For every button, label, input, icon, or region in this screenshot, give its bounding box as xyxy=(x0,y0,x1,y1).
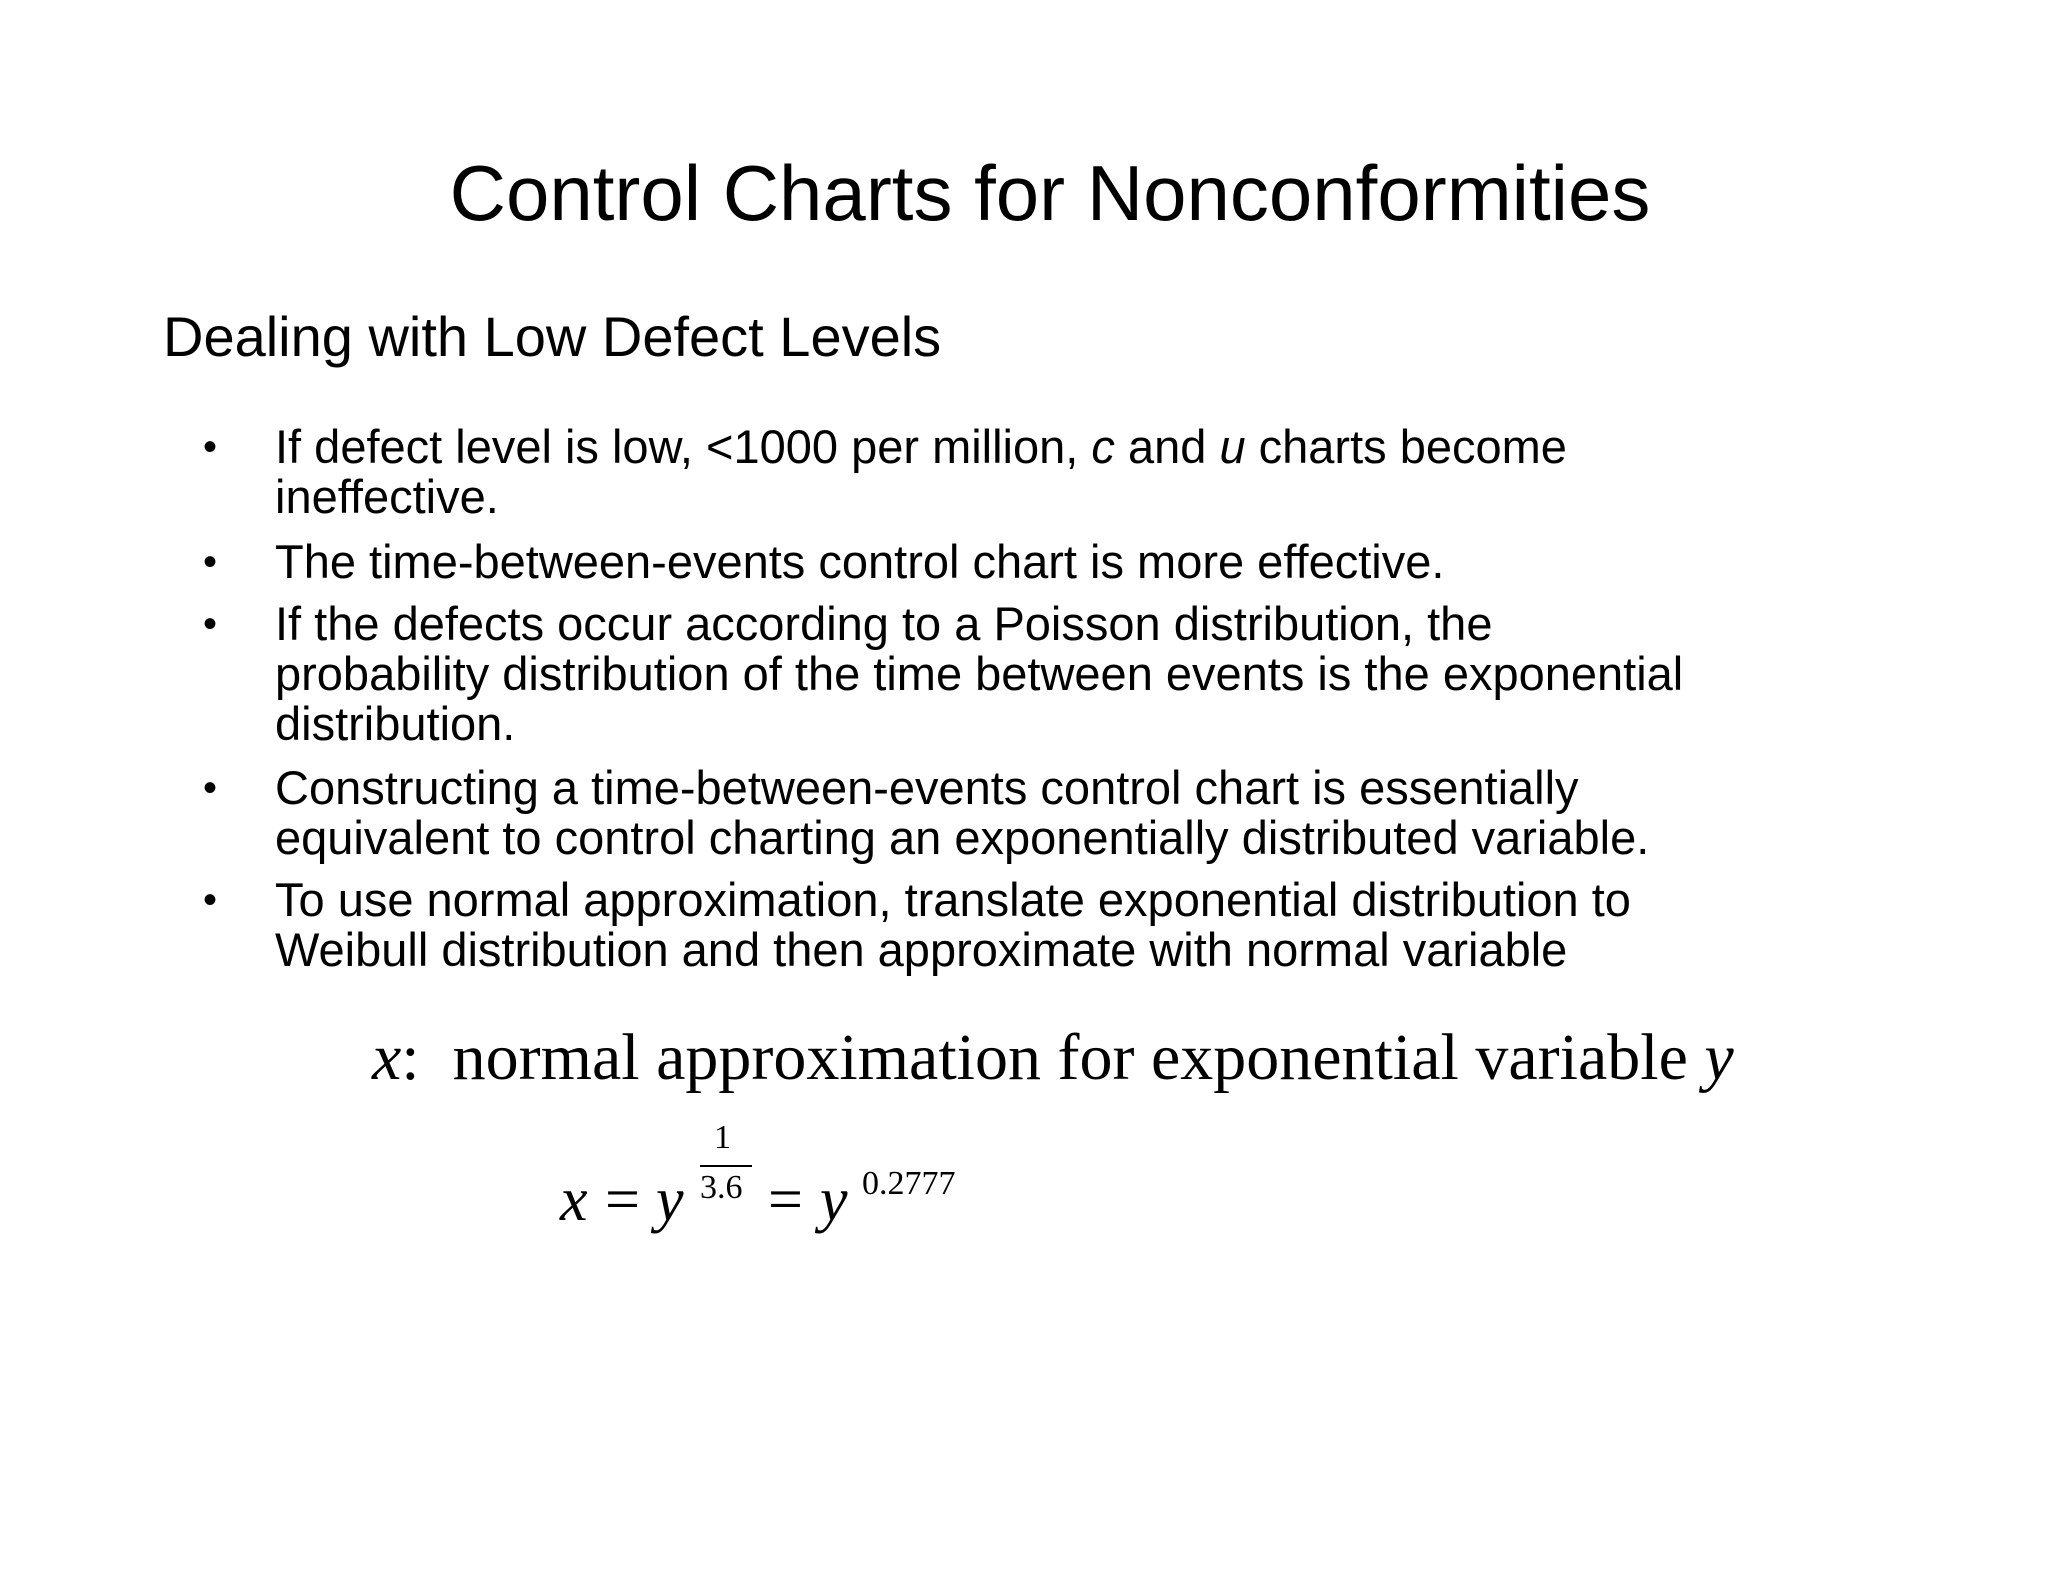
bullet-item-low-defect: • If defect level is low, <1000 per million, c and u charts become ineffective. xyxy=(203,420,1567,523)
bullet-marker: • xyxy=(203,540,218,584)
bullet-item-normal-approximation: • To use normal approximation, translate exponential distribution to Weibull distribution and then approximate with normal variable xyxy=(203,873,1631,976)
slide-title: Control Charts for Nonconformities xyxy=(449,149,1651,237)
slide-subtitle: Dealing with Low Defect Levels xyxy=(163,305,942,368)
bullet-marker: • xyxy=(203,878,218,922)
fraction-bar xyxy=(700,1165,752,1167)
bullet-item-constructing: • Constructing a time-between-events control chart is essentially equivalent to control charting an exponentially distributed variable. xyxy=(203,761,1650,864)
math-caption: x: normal approximation for exponential variable y xyxy=(372,1021,1734,1094)
bullet-marker: • xyxy=(203,602,218,646)
bullet-marker: • xyxy=(203,425,218,469)
bullet-item-time-between-events: • The time-between-events control chart is more effective. xyxy=(203,535,1445,588)
bullet-item-poisson: • If the defects occur according to a Poisson distribution, the probability distribution of the time between events is the exponential distribution. xyxy=(203,597,1684,750)
bullet-marker: • xyxy=(203,766,218,810)
